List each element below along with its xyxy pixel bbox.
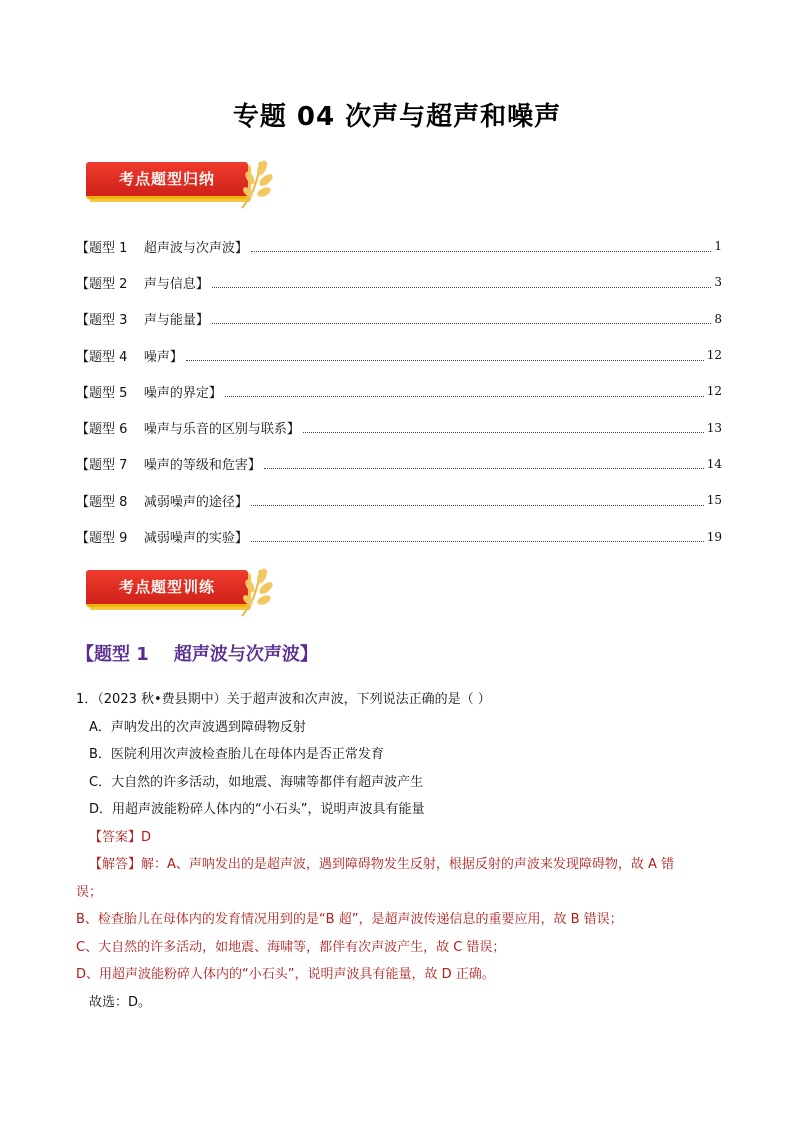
toc-page: 19 <box>706 529 722 544</box>
toc-label: 【题型 2 声与信息】 <box>76 276 209 292</box>
analysis-line <box>76 851 726 879</box>
toc-dots <box>303 422 704 433</box>
answer-value: D <box>141 829 152 845</box>
banner-training <box>86 560 274 618</box>
toc-page: 12 <box>706 348 722 363</box>
analysis-d: D、用超声波能粉碎人体内的“小石头”，说明声波具有能量，故 D 正确。 <box>76 967 495 982</box>
toc-item[interactable] <box>76 482 722 518</box>
wheat-leaf-icon <box>236 156 276 210</box>
toc-item[interactable] <box>76 301 722 337</box>
toc-dots <box>212 313 711 324</box>
toc-item[interactable] <box>76 518 722 554</box>
toc-item[interactable] <box>76 337 722 373</box>
toc-label: 【题型 3 声与能量】 <box>76 313 209 329</box>
toc-dots <box>186 350 704 361</box>
banner-label: 考点题型归纳 <box>118 170 215 188</box>
toc-dots <box>251 495 704 506</box>
analysis-text: 解：A、声呐发出的是超声波，遇到障碍物发生反射，根据反射的声波来发现障碍物，故 A 错 <box>141 857 675 872</box>
toc-label: 【题型 4 噪声】 <box>76 349 183 365</box>
banner-label: 考点题型训练 <box>118 578 215 596</box>
option-a: A．声呐发出的次声波遇到障碍物反射 <box>89 719 306 735</box>
toc-item[interactable] <box>76 409 722 445</box>
toc-dots <box>251 241 711 252</box>
option-d: D．用超声波能粉碎人体内的“小石头”，说明声波具有能量 <box>89 802 425 817</box>
toc-dots <box>264 458 704 469</box>
toc-item[interactable] <box>76 228 722 264</box>
toc-item[interactable] <box>76 446 722 482</box>
analysis-c: C、大自然的许多活动，如地震、海啸等，都伴有次声波产生，故 C 错误； <box>76 939 506 955</box>
toc-dots <box>212 277 711 288</box>
toc-dots <box>225 386 704 397</box>
conclusion: 故选：D。 <box>89 994 152 1010</box>
toc-label: 【题型 8 减弱噪声的途径】 <box>76 494 248 510</box>
analysis-b: B、检查胎儿在母体内的发育情况用到的是“B 超”，是超声波传递信息的重要应用，故 B 错误； <box>76 912 623 927</box>
toc-page: 12 <box>706 384 722 399</box>
toc-label: 【题型 5 噪声的界定】 <box>76 385 222 401</box>
answer-tag: 【答案】 <box>89 829 142 845</box>
page-title: 专题 04 次声与超声和噪声 <box>232 102 562 132</box>
toc-dots <box>251 531 704 542</box>
toc-page: 1 <box>714 239 722 254</box>
analysis-continuation: 误； <box>76 884 103 900</box>
toc-item[interactable] <box>76 373 722 409</box>
toc-label: 【题型 6 噪声与乐音的区别与联系】 <box>76 422 300 438</box>
question-block <box>76 686 726 1016</box>
question-stem: 1．（2023 秋•费县期中）关于超声波和次声波，下列说法正确的是（ ） <box>76 692 491 707</box>
toc-page: 13 <box>706 420 722 435</box>
answer-line <box>76 824 726 852</box>
toc-label: 【题型 7 噪声的等级和危害】 <box>76 458 261 474</box>
option-c: C．大自然的许多活动，如地震、海啸等都伴有超声波产生 <box>89 774 424 790</box>
toc-page: 3 <box>714 275 722 290</box>
toc-page: 14 <box>706 456 722 471</box>
option-b: B．医院利用次声波检查胎儿在母体内是否正常发育 <box>89 747 384 762</box>
banner-summary <box>86 152 274 210</box>
analysis-tag: 【解答】 <box>89 857 142 872</box>
toc-page: 8 <box>714 311 722 326</box>
toc-item[interactable] <box>76 264 722 300</box>
wheat-leaf-icon <box>236 564 276 618</box>
toc-list <box>76 228 722 555</box>
section-heading: 【题型 1 超声波与次声波】 <box>76 644 318 665</box>
toc-label: 【题型 9 减弱噪声的实验】 <box>76 531 248 547</box>
toc-page: 15 <box>706 493 722 508</box>
toc-label: 【题型 1 超声波与次声波】 <box>76 240 248 256</box>
